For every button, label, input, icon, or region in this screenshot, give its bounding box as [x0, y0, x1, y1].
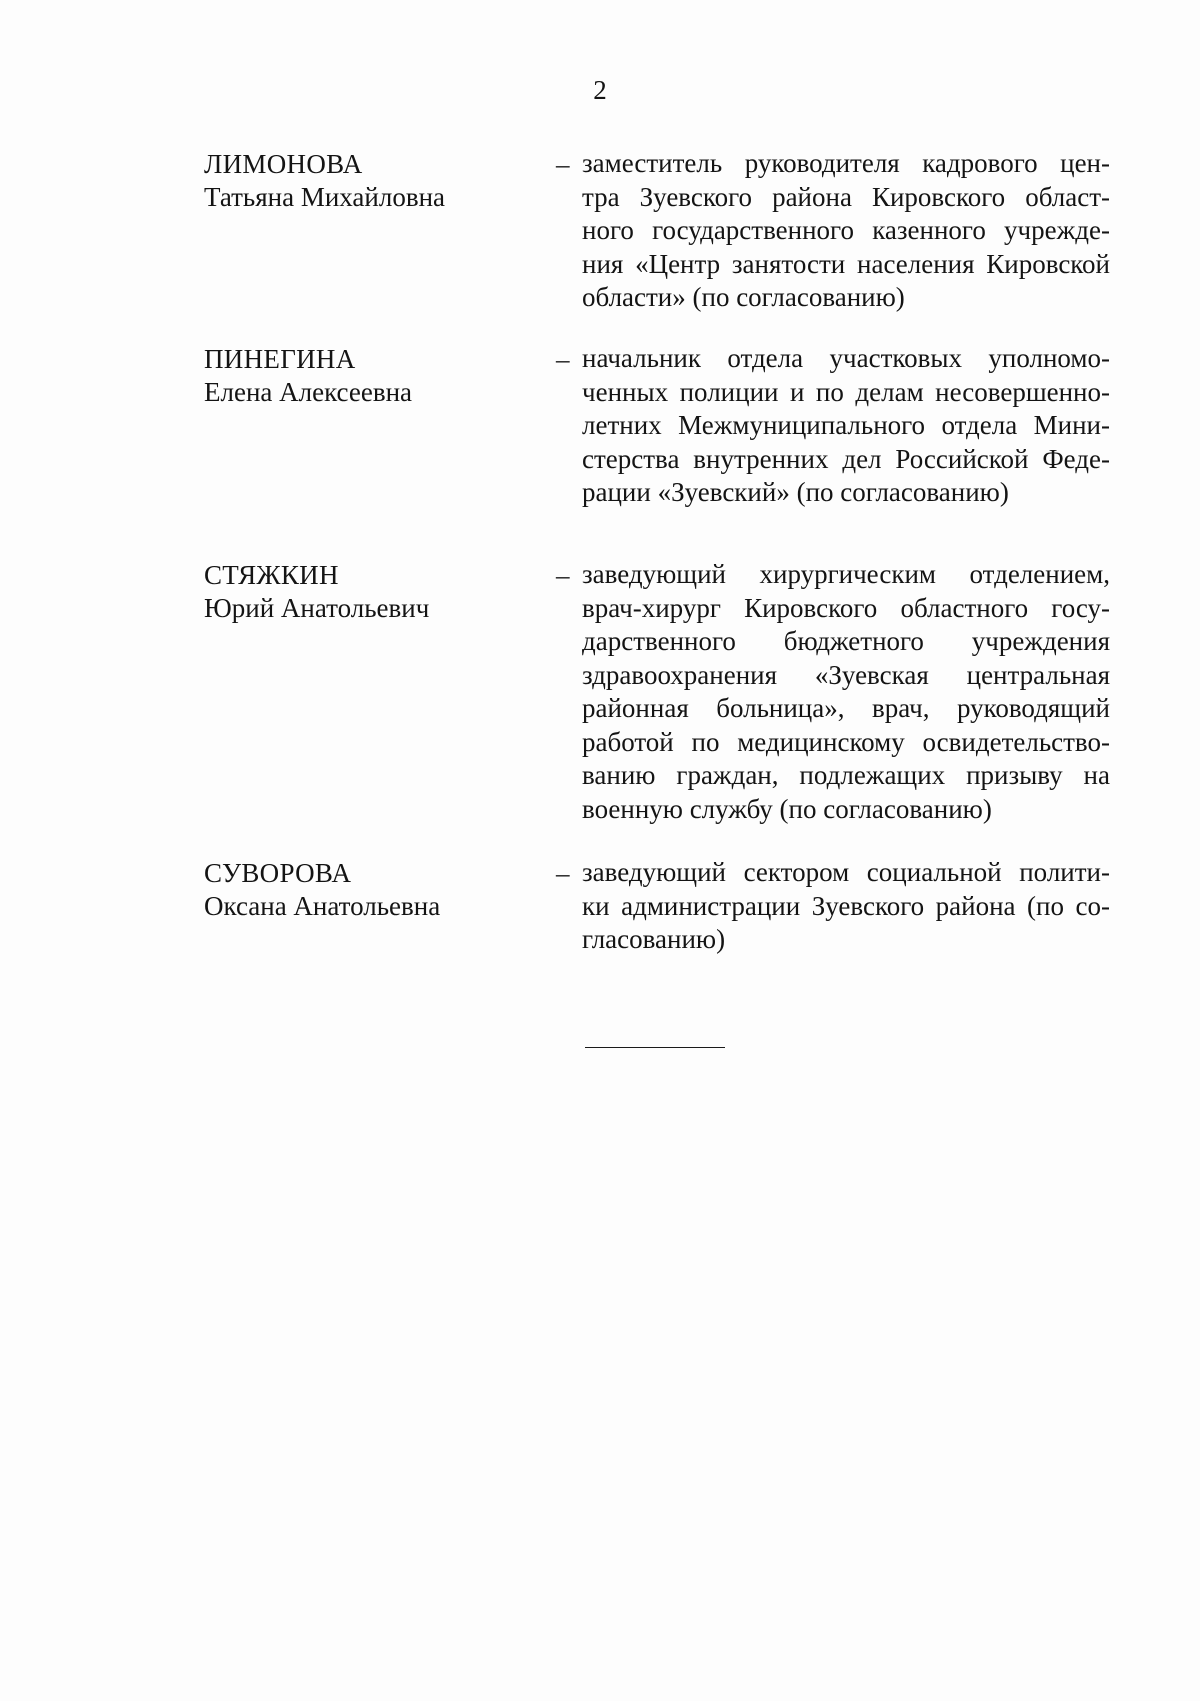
member-position-description	[582, 147, 1110, 315]
entry-dash: –	[556, 344, 570, 374]
description-line: области» (по согласованию)	[582, 282, 905, 312]
member-position-description	[582, 856, 1110, 957]
page-number: 2	[593, 75, 607, 105]
description-line: гласованию)	[582, 924, 726, 954]
member-surname: СТЯЖКИН	[204, 560, 339, 590]
description-line: рации «Зуевский» (по согласованию)	[582, 477, 1009, 507]
description-line: заведующий сектором социальной полити-	[582, 857, 1110, 887]
description-line: врач-хирург Кировского областного госу-	[582, 592, 1110, 623]
description-line: ки администрации Зуевского района (по со-	[582, 890, 1110, 921]
description-line: военную службу (по согласованию)	[582, 793, 992, 824]
member-surname: ПИНЕГИНА	[204, 344, 356, 374]
member-given-names: Елена Алексеевна	[204, 377, 412, 407]
entry-dash: –	[556, 858, 570, 888]
member-given-names: Оксана Анатольевна	[204, 891, 441, 921]
description-line: стерства внутренних дел Российской Феде-	[582, 443, 1110, 474]
description-line: районная больница», врач, руководящий	[582, 693, 1110, 723]
description-line: ния «Центр занятости населения Кировской	[582, 248, 1110, 279]
description-line: ванию граждан, подлежащих призыву на	[582, 760, 1110, 790]
description-line: работой по медицинскому освидетельство-	[582, 726, 1110, 757]
description-line: начальник отдела участковых уполномо-	[582, 343, 1110, 373]
entry-dash: –	[556, 149, 570, 179]
end-of-list-rule	[585, 1047, 725, 1048]
description-line: заведующий хирургическим отделением,	[582, 559, 1110, 589]
description-line: ченных полиции и по делам несовершенно-	[582, 376, 1110, 407]
member-surname: СУВОРОВА	[204, 858, 352, 888]
description-line: дарственного бюджетного учреждения	[582, 626, 1110, 656]
description-line: летних Межмуниципального отдела Мини-	[582, 410, 1110, 440]
member-surname: ЛИМОНОВА	[204, 149, 363, 179]
description-line: ного государственного казенного учрежде-	[582, 215, 1110, 245]
description-line: заместитель руководителя кадрового цен-	[582, 148, 1110, 178]
member-given-names: Татьяна Михайловна	[204, 182, 446, 212]
member-given-names: Юрий Анатольевич	[204, 593, 430, 623]
description-line: здравоохранения «Зуевская центральная	[582, 659, 1110, 690]
member-position-description	[582, 342, 1110, 510]
entry-dash: –	[556, 560, 570, 590]
member-position-description	[582, 558, 1110, 826]
description-line: тра Зуевского района Кировского област-	[582, 181, 1110, 212]
